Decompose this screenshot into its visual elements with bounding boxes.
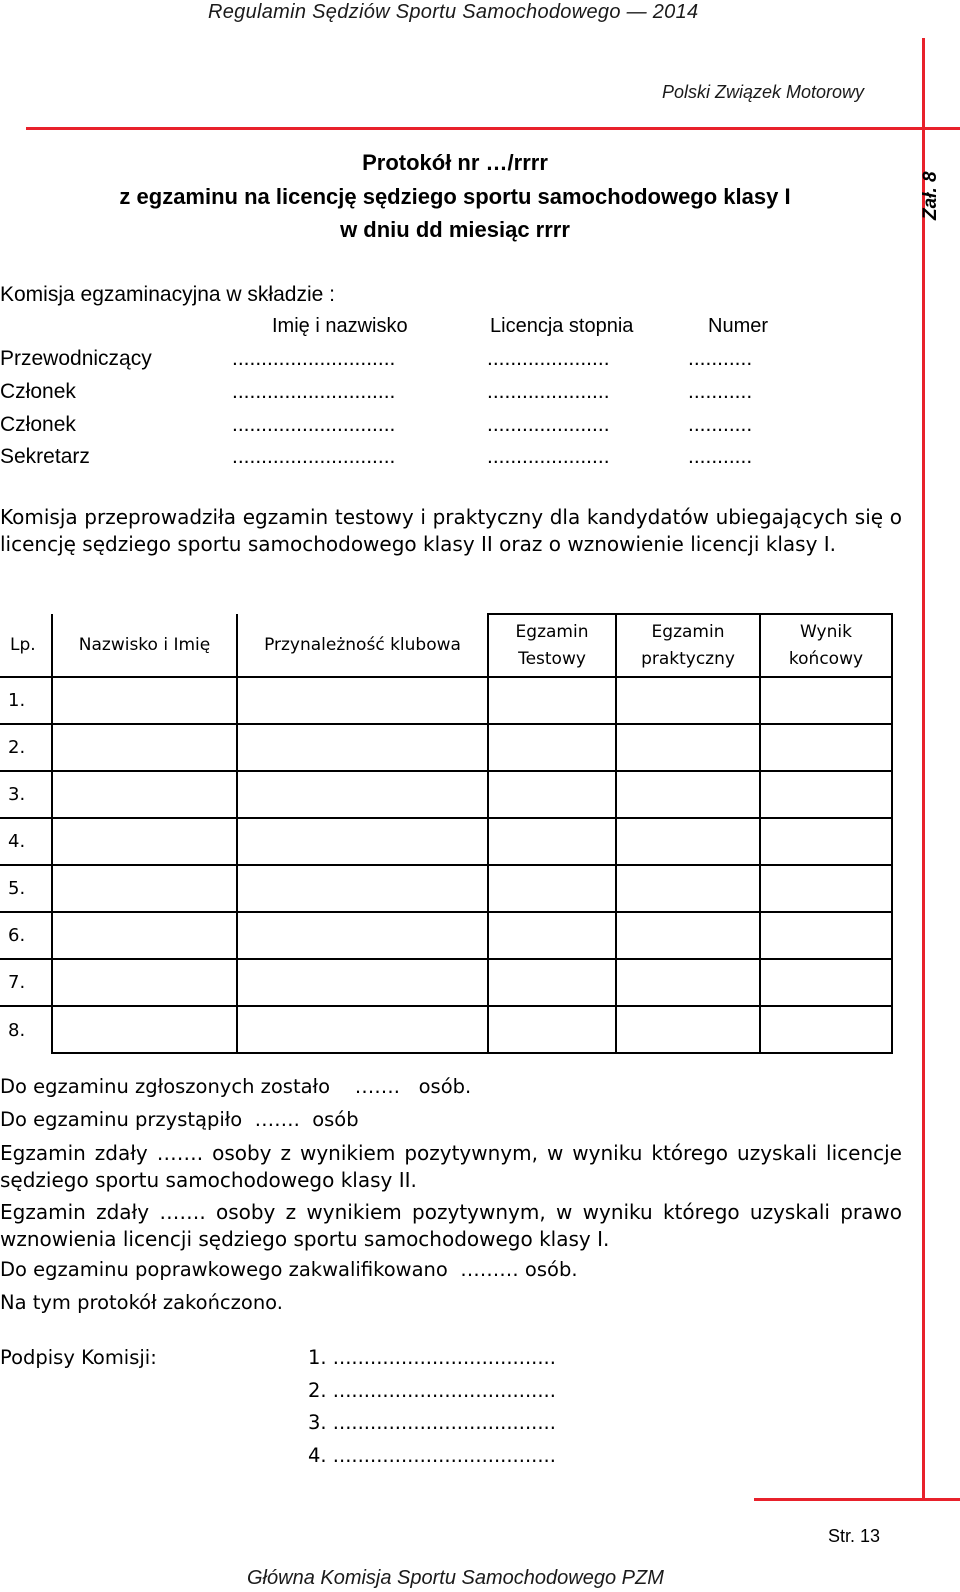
summary-passed-renewal: Egzamin zdały ……. osoby z wynikiem pozytywnym, w wyniku którego uzyskali prawo wznowienia licencji sędziego sportu samochodowego klasy I.: [0, 1200, 902, 1251]
header-result-line1: Wynik: [800, 621, 852, 642]
result-cell[interactable]: [760, 959, 892, 1006]
candidates-table: [0, 613, 893, 1054]
table-row: [0, 724, 892, 771]
practical-cell[interactable]: [616, 865, 760, 912]
header-practical-line2: praktyczny: [641, 648, 735, 669]
summary-passed-class-2: Egzamin zdały ……. osoby z wynikiem pozytywnym, w wyniku którego uzyskali licencje sędziego sportu samochodowego klasy II.: [0, 1141, 902, 1192]
practical-cell[interactable]: [616, 724, 760, 771]
club-cell[interactable]: [237, 818, 488, 865]
header-club-text: Przynależność klubowa: [264, 634, 461, 655]
column-header-number: Numer: [708, 315, 769, 337]
header-lp: [0, 614, 52, 677]
member-2-license-blank: .....................: [487, 413, 610, 436]
row-number: 4.: [0, 818, 52, 865]
exam-description-paragraph: Komisja przeprowadziła egzamin testowy i praktyczny dla kandydatów ubiegających się o licencję sędziego sportu samochodowego klasy II oraz o wznowienie licencji klasy I.: [0, 505, 902, 556]
club-cell[interactable]: [237, 912, 488, 959]
table-row: [0, 865, 892, 912]
protocol-date: w dniu dd miesiąc rrrr: [340, 217, 570, 242]
test-cell[interactable]: [488, 865, 616, 912]
test-cell[interactable]: [488, 959, 616, 1006]
signature-line-4: 4. ....................................: [308, 1444, 556, 1467]
name-cell[interactable]: [52, 771, 237, 818]
test-cell[interactable]: [488, 771, 616, 818]
page-number: Str. 13: [828, 1526, 881, 1546]
row-number: 1.: [0, 677, 52, 724]
row-number: 6.: [0, 912, 52, 959]
test-cell[interactable]: [488, 677, 616, 724]
footer-organization: Główna Komisja Sportu Samochodowego PZM: [247, 1567, 664, 1589]
committee-intro: Komisja egzaminacyjna w składzie :: [0, 283, 335, 306]
test-cell[interactable]: [488, 724, 616, 771]
header-practical: [616, 614, 760, 677]
attachment-label: Zał. 8: [920, 171, 941, 220]
member-2-name-blank: ............................: [232, 413, 396, 436]
committee-role-chair: Przewodniczący: [0, 347, 152, 370]
result-cell[interactable]: [760, 1006, 892, 1053]
result-cell[interactable]: [760, 724, 892, 771]
name-cell[interactable]: [52, 912, 237, 959]
signature-line-3: 3. ....................................: [308, 1411, 556, 1434]
signature-line-1: 1. ....................................: [308, 1346, 556, 1369]
chair-number-blank: ...........: [688, 347, 753, 370]
name-cell[interactable]: [52, 818, 237, 865]
result-cell[interactable]: [760, 818, 892, 865]
name-cell[interactable]: [52, 865, 237, 912]
club-cell[interactable]: [237, 1006, 488, 1053]
table-row: [0, 677, 892, 724]
column-header-name: Imię i nazwisko: [272, 315, 408, 337]
header-name: [52, 614, 237, 677]
name-cell[interactable]: [52, 677, 237, 724]
practical-cell[interactable]: [616, 771, 760, 818]
club-cell[interactable]: [237, 959, 488, 1006]
table-header-row: [0, 614, 892, 677]
protocol-subtitle: z egzaminu na licencję sędziego sportu samochodowego klasy I: [119, 184, 791, 209]
club-cell[interactable]: [237, 771, 488, 818]
protocol-number: Protokół nr …/rrrr: [362, 150, 548, 175]
test-cell[interactable]: [488, 818, 616, 865]
header-test-line2: Testowy: [518, 648, 586, 669]
result-cell[interactable]: [760, 677, 892, 724]
row-number: 7.: [0, 959, 52, 1006]
table-row: [0, 771, 892, 818]
footer-red-rule: [754, 1498, 960, 1501]
summary-retake: Do egzaminu poprawkowego zakwalifikowano ……… osób.: [0, 1258, 578, 1281]
club-cell[interactable]: [237, 724, 488, 771]
column-header-license: Licencja stopnia: [490, 315, 634, 337]
name-cell[interactable]: [52, 724, 237, 771]
header-club: [237, 614, 488, 677]
table-row: [0, 959, 892, 1006]
header-organization: Polski Związek Motorowy: [662, 82, 865, 102]
header-result: [760, 614, 892, 677]
club-cell[interactable]: [237, 677, 488, 724]
row-number: 2.: [0, 724, 52, 771]
chair-name-blank: ............................: [232, 347, 396, 370]
practical-cell[interactable]: [616, 959, 760, 1006]
test-cell[interactable]: [488, 1006, 616, 1053]
row-number: 8.: [0, 1006, 52, 1053]
secretary-number-blank: ...........: [688, 445, 753, 468]
member-1-name-blank: ............................: [232, 380, 396, 403]
result-cell[interactable]: [760, 912, 892, 959]
header-name-text: Nazwisko i Imię: [78, 634, 211, 655]
club-cell[interactable]: [237, 865, 488, 912]
member-1-license-blank: .....................: [487, 380, 610, 403]
test-cell[interactable]: [488, 912, 616, 959]
result-cell[interactable]: [760, 771, 892, 818]
document-header-title: Regulamin Sędziów Sportu Samochodowego — 2014: [208, 1, 699, 23]
signature-line-2: 2. ....................................: [308, 1379, 556, 1402]
header-red-rule: [26, 127, 960, 130]
member-2-number-blank: ...........: [688, 413, 753, 436]
name-cell[interactable]: [52, 959, 237, 1006]
table-row: [0, 1006, 892, 1053]
table-row: [0, 818, 892, 865]
row-number: 5.: [0, 865, 52, 912]
header-test-line1: Egzamin: [515, 621, 589, 642]
table-row: [0, 912, 892, 959]
header-test: [488, 614, 616, 677]
member-1-number-blank: ...........: [688, 380, 753, 403]
practical-cell[interactable]: [616, 818, 760, 865]
header-practical-line1: Egzamin: [651, 621, 725, 642]
summary-attended: Do egzaminu przystąpiło ……. osób: [0, 1108, 359, 1131]
committee-role-secretary: Sekretarz: [0, 445, 90, 468]
name-cell[interactable]: [52, 1006, 237, 1053]
chair-license-blank: .....................: [487, 347, 610, 370]
header-lp-text: Lp.: [10, 634, 36, 655]
practical-cell[interactable]: [616, 912, 760, 959]
summary-reported: Do egzaminu zgłoszonych zostało ……. osób.: [0, 1075, 472, 1098]
secretary-license-blank: .....................: [487, 445, 610, 468]
header-result-line2: końcowy: [788, 648, 864, 669]
margin-red-rule: [922, 38, 925, 1500]
committee-role-member-1: Członek: [0, 380, 76, 403]
protocol-title: [30, 150, 880, 176]
signatures-label: Podpisy Komisji:: [0, 1346, 157, 1369]
practical-cell[interactable]: [616, 1006, 760, 1053]
practical-cell[interactable]: [616, 677, 760, 724]
row-number: 3.: [0, 771, 52, 818]
committee-role-member-2: Członek: [0, 413, 76, 436]
secretary-name-blank: ............................: [232, 445, 396, 468]
summary-closing: Na tym protokół zakończono.: [0, 1291, 283, 1314]
result-cell[interactable]: [760, 865, 892, 912]
